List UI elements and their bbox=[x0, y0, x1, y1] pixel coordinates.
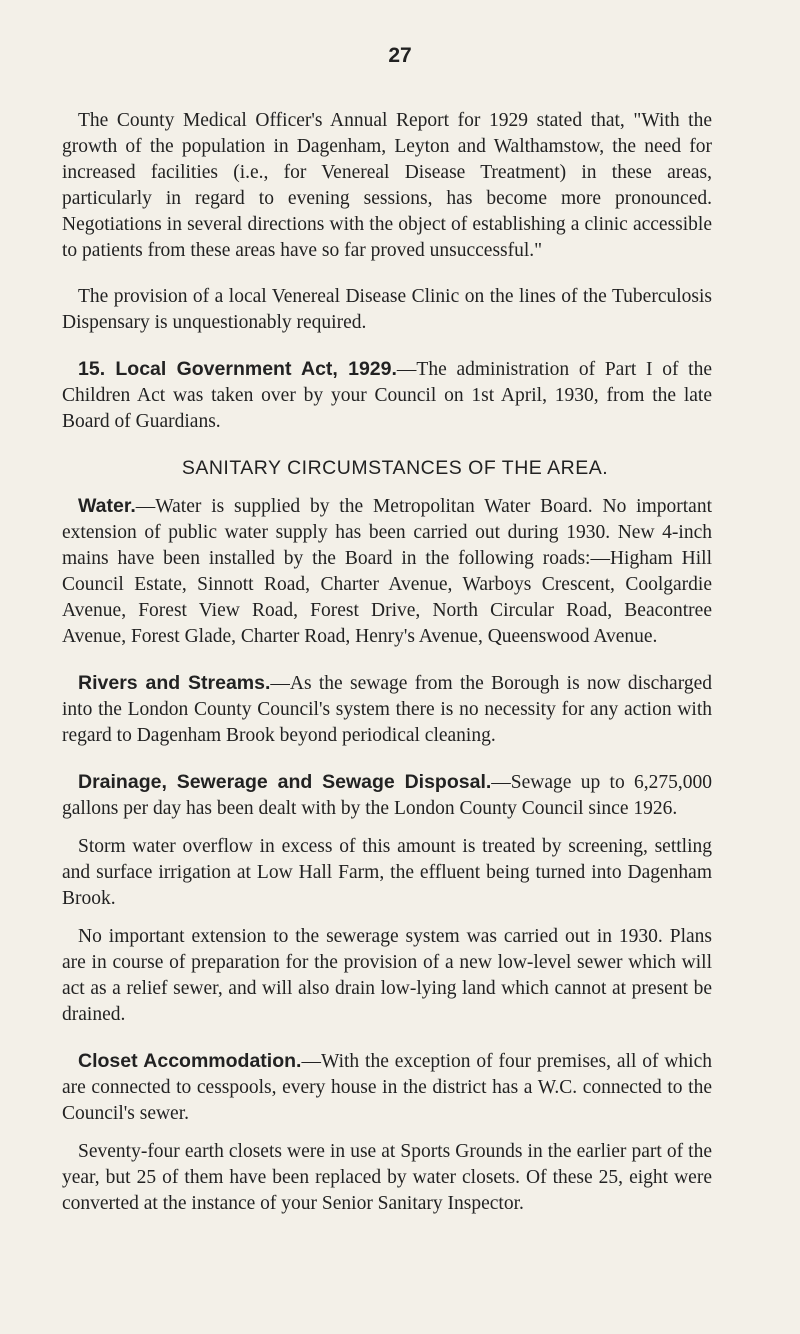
section-15-text: —The administration of Part I of the Children Act was taken over by your Council on 1st April, 1930, from the late Board of Guardians. bbox=[62, 359, 712, 432]
drainage-heading: Drainage, Sewerage and Sewage Disposal. bbox=[78, 771, 492, 793]
main-heading: SANITARY CIRCUMSTANCES OF THE AREA. bbox=[181, 457, 609, 479]
closet-text: —With the exception of four premises, all of which are connected to cesspools, every house in the district has a W.C. connected to the Council's sewer. bbox=[62, 1051, 712, 1124]
section-15 bbox=[62, 356, 712, 435]
paragraph-vd-clinic: The provision of a local Venereal Disease Clinic on the lines of the Tuberculosis Dispensary is unquestionably required. bbox=[62, 286, 712, 333]
body-text bbox=[62, 108, 712, 1229]
paragraph-sewerage: No important extension to the sewerage system was carried out in 1930. Plans are in course of preparation for the provision of a new low-level sewer which will act as a relief sewer, and will also drain low-lying land which cannot at present be drained. bbox=[62, 926, 712, 1025]
page-number: 27 bbox=[388, 44, 412, 67]
closet-heading: Closet Accommodation. bbox=[78, 1050, 302, 1072]
rivers-text: —As the sewage from the Borough is now discharged into the London County Council's system there is no necessity for any action with regard to Dagenham Brook beyond periodical cleaning. bbox=[62, 673, 713, 746]
paragraph-earth-closets: Seventy-four earth closets were in use at Sports Grounds in the earlier part of the year, but 25 of them have been replaced by water closets. Of these 25, eight were converted at the instance of your Senior Sanitary Inspector. bbox=[62, 1141, 712, 1214]
section-water bbox=[62, 493, 712, 650]
water-text: —Water is supplied by the Metropolitan Water Board. No important extension of public water supply has been carried out during 1930. New 4-inch mains have been installed by the Board in the following roads:—Higham Hill Council Estate, Sinnott Road, Charter Avenue, Warboys Crescent, Coolgardie Avenue, Forest View Road, Forest Drive, North Circular Road, Beacontree Avenue, Forest Glade, Charter Road, Henry's Avenue, Queenswood Avenue. bbox=[62, 496, 712, 647]
paragraph-county-report: The County Medical Officer's Annual Report for 1929 stated that, "With the growth of the population in Dagenham, Leyton and Walthamstow, the need for increased facilities (i.e., for Venereal Disease Treatment) in these areas, particularly in regard to evening sessions, has become more pronounced. Negotiations in several directions with the object of establishing a clinic accessible to patients from these areas have so far proved unsuccessful." bbox=[62, 110, 712, 261]
drainage-text: —Sewage up to 6,275,000 gallons per day has been dealt with by the London County Council since 1926. bbox=[62, 772, 712, 819]
section-drainage bbox=[62, 769, 712, 822]
paragraph-storm-water: Storm water overflow in excess of this amount is treated by screening, settling and surface irrigation at Low Hall Farm, the effluent being turned into Dagenham Brook. bbox=[62, 836, 712, 909]
section-15-heading: 15. Local Government Act, 1929. bbox=[78, 358, 397, 380]
section-closet bbox=[62, 1048, 712, 1127]
water-heading: Water. bbox=[78, 495, 136, 517]
rivers-heading: Rivers and Streams. bbox=[78, 672, 271, 694]
section-rivers bbox=[62, 670, 712, 749]
